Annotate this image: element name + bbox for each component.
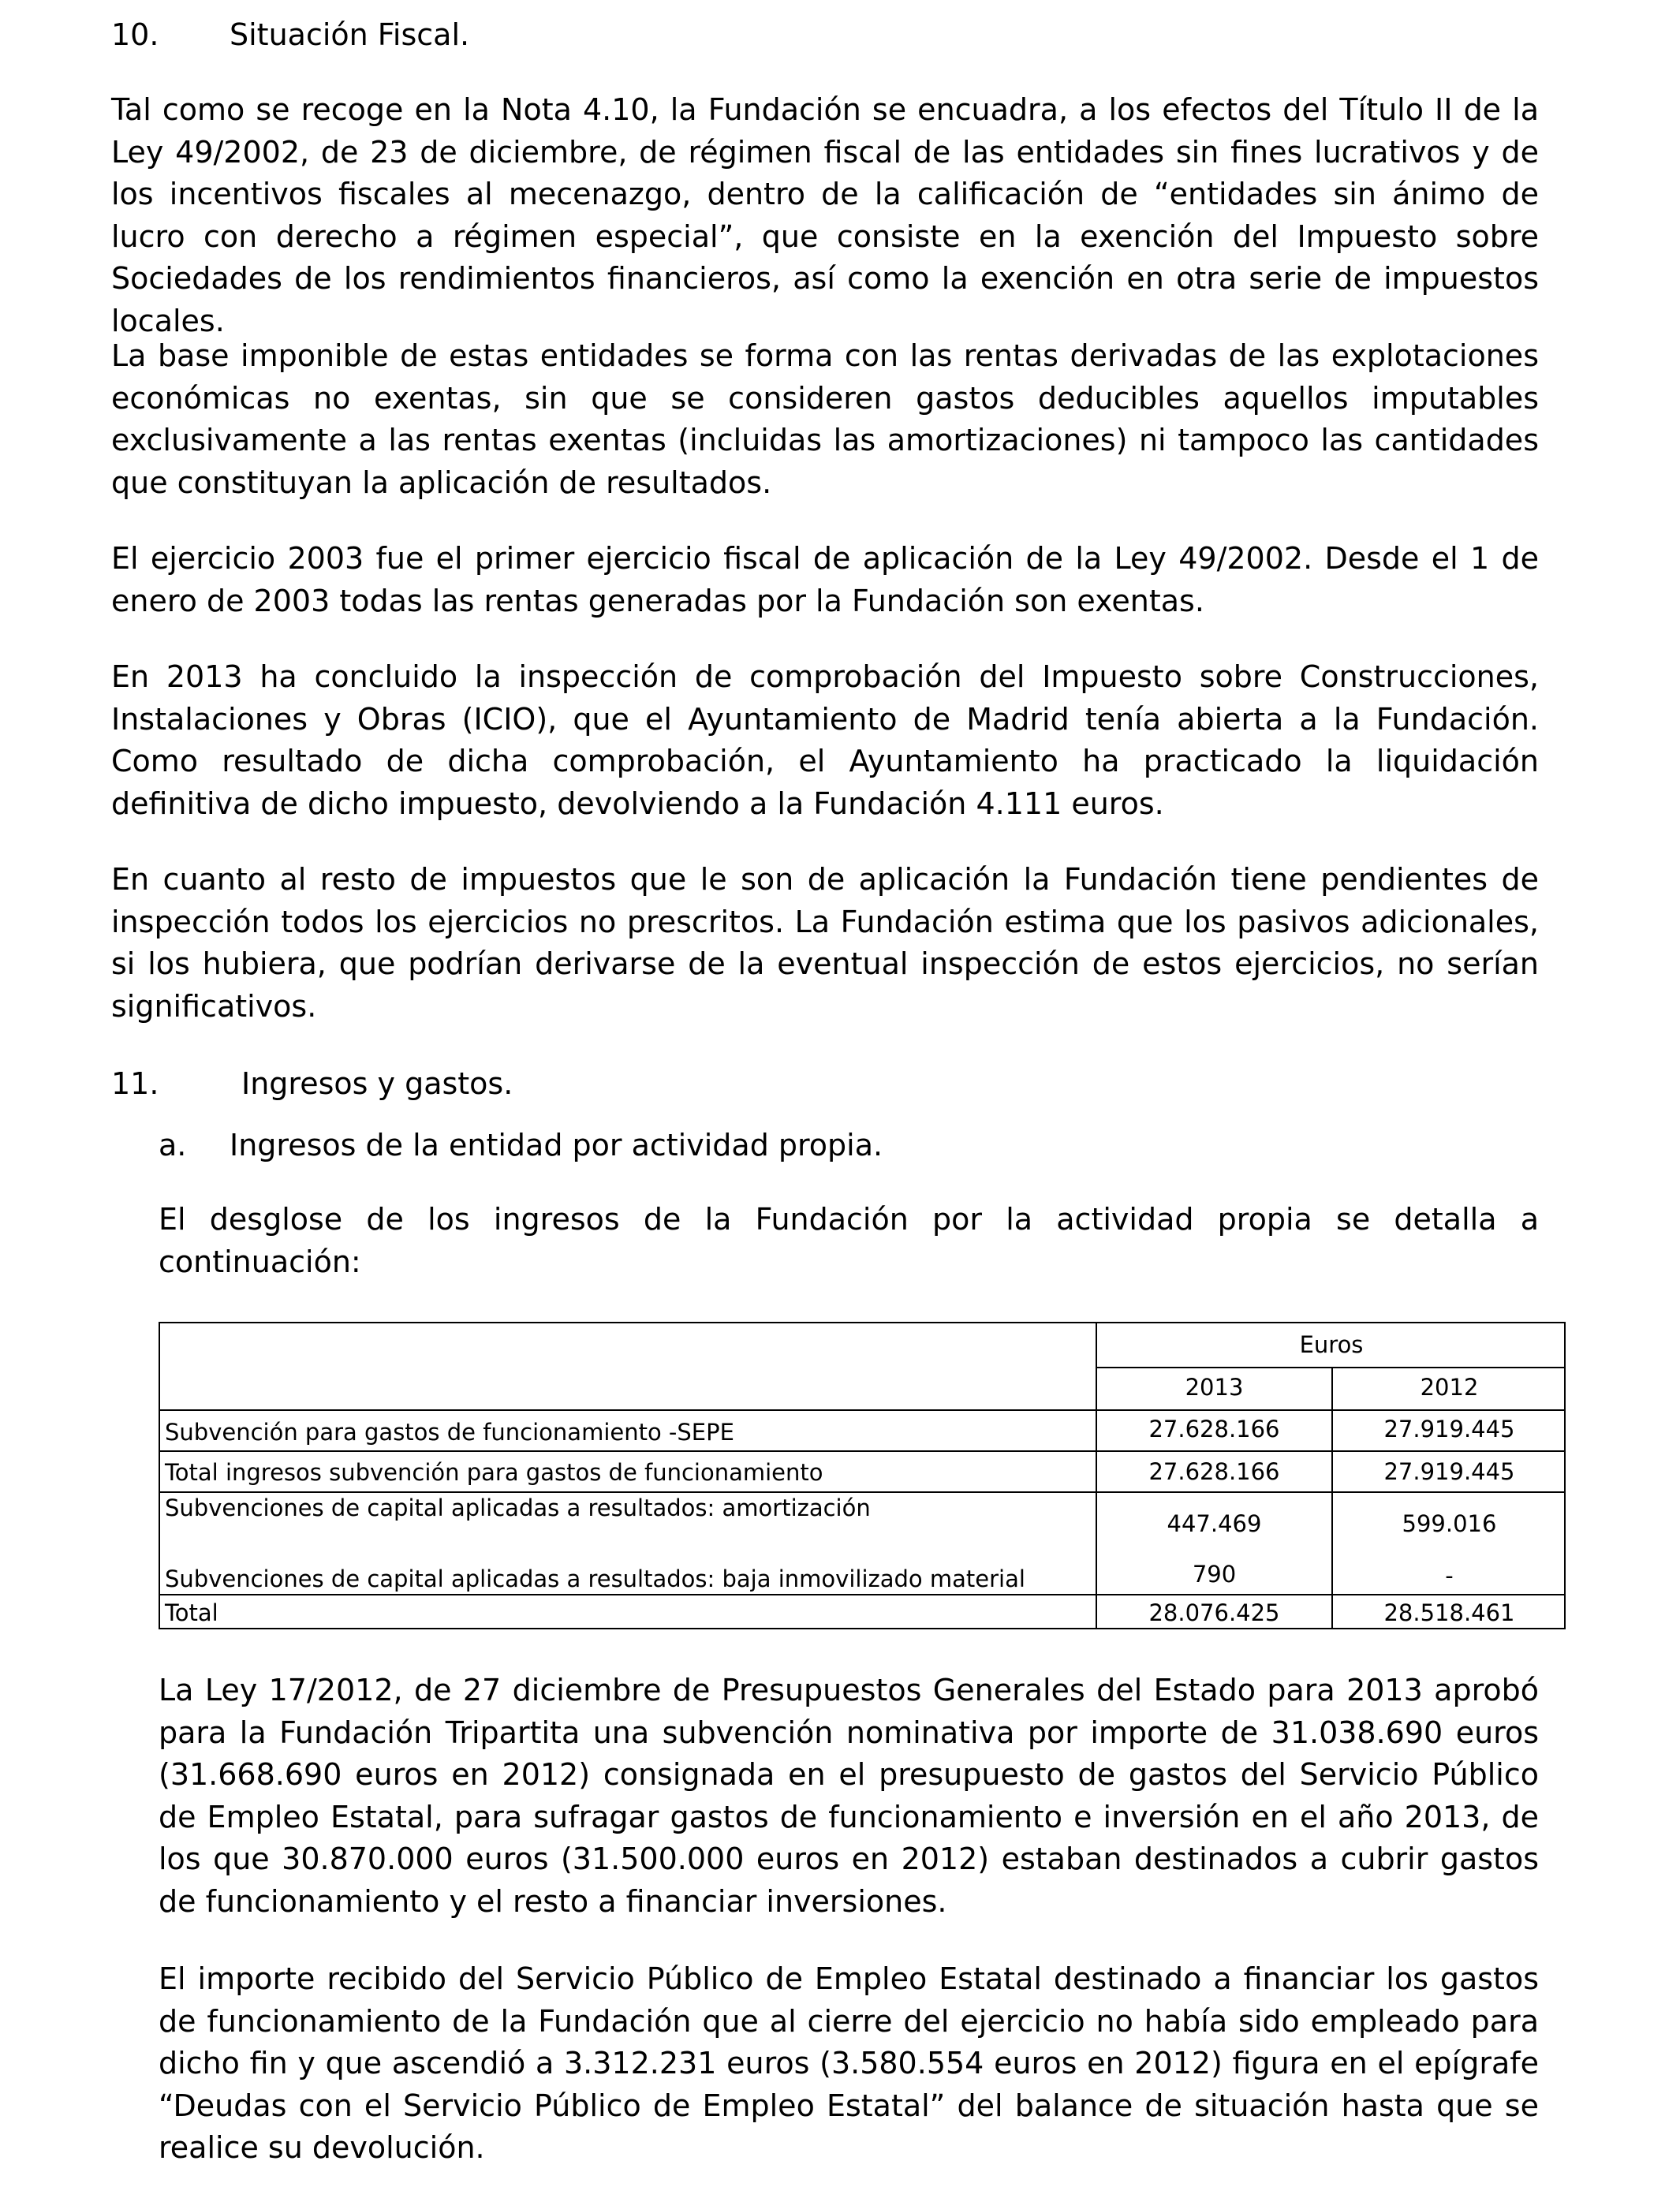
paragraph: El importe recibido del Servicio Público de Empleo Estatal destinado a financiar los gastos de funcionamiento de la Fundación que al cierre del ejercicio no había sido empleado para dicho fin y que ascendió a 3.312.231 euros (3.580.554 euros en 2012) figura en el epígrafe “Deudas con el Servicio Público de Empleo Estatal” del balance de situación hasta que se realice su devolución. — [159, 1961, 1539, 2165]
section-10-heading — [111, 13, 470, 56]
income-table — [159, 1322, 1566, 1629]
section-title: Ingresos y gastos. — [241, 1066, 513, 1101]
paragraph: Tal como se recoge en la Nota 4.10, la Fundación se encuadra, a los efectos del Título II de la Ley 49/2002, de 23 de diciembre, de régimen fiscal de las entidades sin fines lucrativos y de los incentivos fiscales al mecenazgo, dentro de la calificación de “entidades sin ánimo de lucro con derecho a régimen especial”, que consiste en la exención del Impuesto sobre Sociedades de los rendimientos financieros, así como la exención en otra serie de impuestos locales. — [111, 92, 1539, 338]
section-title: Situación Fiscal. — [230, 17, 470, 52]
table-year-header: 2013 — [1185, 1374, 1244, 1401]
table-cell-2013: 27.628.166 — [1148, 1458, 1280, 1485]
table-cell-2013: 27.628.166 — [1148, 1416, 1280, 1442]
paragraph: En cuanto al resto de impuestos que le son de aplicación la Fundación tiene pendientes de inspección todos los ejercicios no prescritos. La Fundación estima que los pasivos adicionales, si los hubiera, que podrían derivarse de la eventual inspección de estos ejercicios, no serían significativos. — [111, 862, 1539, 1024]
table-cell-2012: 599.016 — [1402, 1510, 1497, 1537]
subsection-letter: a. — [159, 1128, 187, 1162]
table-cell-2013: 28.076.425 — [1148, 1599, 1280, 1626]
table-cell-2012: - — [1445, 1562, 1454, 1589]
table-group-header: Euros — [1299, 1331, 1364, 1358]
table-cell-2012: 27.919.445 — [1383, 1458, 1515, 1485]
table-year-header: 2012 — [1420, 1374, 1479, 1401]
paragraph: El desglose de los ingresos de la Fundación por la actividad propia se detalla a continuación: — [159, 1202, 1539, 1279]
paragraph: El ejercicio 2003 fue el primer ejercicio fiscal de aplicación de la Ley 49/2002. Desde el 1 de enero de 2003 todas las rentas generadas por la Fundación son exentas. — [111, 541, 1539, 618]
subsection-title: Ingresos de la entidad por actividad propia. — [230, 1128, 883, 1162]
table-row-label: Subvención para gastos de funcionamiento -SEPE — [165, 1419, 734, 1446]
section-number: 10. — [111, 17, 159, 52]
table-row-label: Subvenciones de capital aplicadas a resultados: baja inmovilizado material — [165, 1565, 1025, 1592]
table-row-label: Subvenciones de capital aplicadas a resultados: amortización — [165, 1495, 871, 1521]
paragraph: La base imponible de estas entidades se forma con las rentas derivadas de las explotaciones económicas no exentas, sin que se consideren gastos deducibles aquellos imputables exclusivamente a las rentas exentas (incluidas las amortizaciones) ni tampoco las cantidades que constituyan la aplicación de resultados. — [111, 338, 1539, 500]
section-number: 11. — [111, 1066, 159, 1101]
table-cell-2012: 27.919.445 — [1383, 1416, 1515, 1442]
table-row-label: Total ingresos subvención para gastos de funcionamiento — [165, 1459, 823, 1486]
table-cell-2012: 28.518.461 — [1383, 1599, 1515, 1626]
table-cell-2013: 790 — [1192, 1561, 1237, 1588]
table-row-label: Total — [165, 1599, 218, 1626]
paragraph: En 2013 ha concluido la inspección de comprobación del Impuesto sobre Construcciones, Instalaciones y Obras (ICIO), que el Ayuntamiento de Madrid tenía abierta a la Fundación. Como resultado de dicha comprobación, el Ayuntamiento ha practicado la liquidación definitiva de dicho impuesto, devolviendo a la Fundación 4.111 euros. — [111, 659, 1539, 821]
table-cell-2013: 447.469 — [1167, 1510, 1262, 1537]
paragraph: La Ley 17/2012, de 27 diciembre de Presupuestos Generales del Estado para 2013 aprobó para la Fundación Tripartita una subvención nominativa por importe de 31.038.690 euros (31.668.690 euros en 2012) consignada en el presupuesto de gastos del Servicio Público de Empleo Estatal, para sufragar gastos de funcionamiento e inversión en el año 2013, de los que 30.870.000 euros (31.500.000 euros en 2012) estaban destinados a cubrir gastos de funcionamiento y el resto a financiar inversiones. — [159, 1673, 1539, 1919]
section-11-heading — [111, 1062, 513, 1105]
